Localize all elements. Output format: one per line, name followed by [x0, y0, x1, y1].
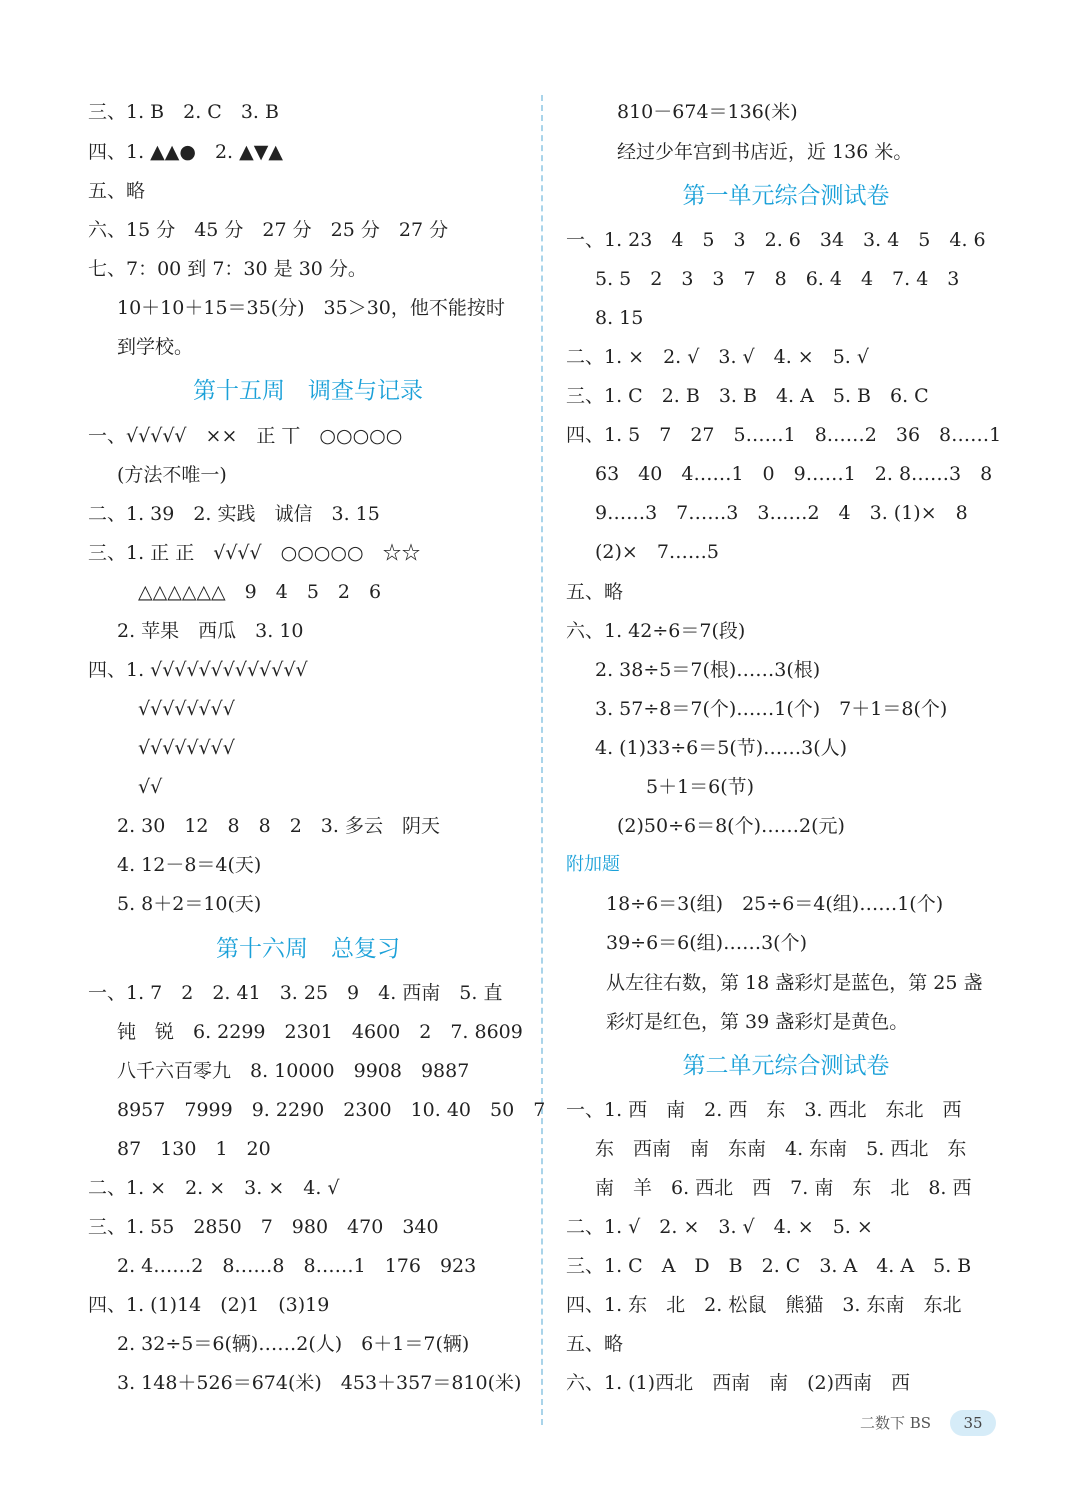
answer-line: 810－674＝136(米) — [617, 101, 798, 123]
answer-line: √√ — [138, 776, 163, 798]
answer-line: 5. 8＋2＝10(天) — [117, 893, 262, 915]
answer-line: 四、1. 东 北 2. 松鼠 熊猫 3. 东南 东北 — [566, 1294, 962, 1316]
answer-line: 18÷6＝3(组) 25÷6＝4(组)……1(个) — [606, 893, 944, 915]
answer-line: 二、1. × 2. × 3. × 4. √ — [88, 1177, 340, 1199]
answer-line: 5. 5 2 3 3 7 8 6. 4 4 7. 4 3 — [595, 268, 960, 290]
answer-line: 二、1. 39 2. 实践 诚信 3. 15 — [88, 503, 380, 525]
answer-line: 9……3 7……3 3……2 4 3. (1)× 8 — [595, 502, 968, 524]
answer-line: 四、1. (1)14 (2)1 (3)19 — [88, 1294, 330, 1316]
answer-line: 三、1. 正 正 √√√√ ○○○○○ ☆☆ — [88, 542, 421, 564]
answer-line: 3. 57÷8＝7(个)……1(个) 7＋1＝8(个) — [595, 698, 948, 720]
column-divider — [541, 95, 543, 1425]
answer-line: 4. 12－8＝4(天) — [117, 854, 262, 876]
answer-line: 10＋10＋15＝35(分) 35＞30，他不能按时 — [117, 297, 505, 319]
section-heading: 第二单元综合测试卷 — [682, 1053, 890, 1079]
answer-line: √√√√√√√√ — [138, 737, 235, 759]
answer-line: 三、1. C 2. B 3. B 4. A 5. B 6. C — [566, 385, 929, 407]
section-heading: 第十六周 总复习 — [216, 936, 400, 962]
page-number: 35 — [950, 1410, 996, 1436]
answer-line: 五、略 — [88, 180, 146, 202]
answer-line: 二、1. × 2. √ 3. √ 4. × 5. √ — [566, 346, 869, 368]
answer-line: △△△△△△ 9 4 5 2 6 — [138, 581, 382, 603]
answer-line: 八千六百零九 8. 10000 9908 9887 — [117, 1060, 470, 1082]
answer-line: 六、15 分 45 分 27 分 25 分 27 分 — [88, 219, 449, 241]
answer-line: 五、略 — [566, 1333, 624, 1355]
answer-line: 87 130 1 20 — [117, 1138, 271, 1160]
answer-line: 一、1. 西 南 2. 西 东 3. 西北 东北 西 — [566, 1099, 962, 1121]
answer-line: 8957 7999 9. 2290 2300 10. 40 50 7 — [117, 1099, 546, 1121]
answer-line: 2. 38÷5＝7(根)……3(根) — [595, 659, 821, 681]
answer-line: 一、√√√√√ ×× 正 丅 ○○○○○ — [88, 425, 403, 447]
answer-line: 五、略 — [566, 581, 624, 603]
answer-line: 2. 32÷5＝6(辆)……2(人) 6＋1＝7(辆) — [117, 1333, 470, 1355]
answer-line: 3. 148＋526＝674(米) 453＋357＝810(米) — [117, 1372, 522, 1394]
section-heading: 第一单元综合测试卷 — [682, 183, 890, 209]
bonus-heading: 附加题 — [566, 854, 620, 875]
answer-line: 2. 苹果 西瓜 3. 10 — [117, 620, 304, 642]
answer-line: 东 西南 南 东南 4. 东南 5. 西北 东 — [595, 1138, 967, 1160]
answer-line: 一、1. 23 4 5 3 2. 6 34 3. 4 5 4. 6 — [566, 229, 986, 251]
answer-line: 三、1. B 2. C 3. B — [88, 101, 279, 123]
answer-line: 四、1. 5 7 27 5……1 8……2 36 8……1 — [566, 424, 1002, 446]
answer-line: 一、1. 7 2 2. 41 3. 25 9 4. 西南 5. 直 — [88, 982, 503, 1004]
answer-line: 彩灯是红色，第 39 盏彩灯是黄色。 — [606, 1011, 909, 1033]
answer-line: 2. 4……2 8……8 8……1 176 923 — [117, 1255, 477, 1277]
answer-line: 三、1. 55 2850 7 980 470 340 — [88, 1216, 439, 1238]
answer-line: 六、1. (1)西北 西南 南 (2)西南 西 — [566, 1372, 910, 1394]
answer-line: 六、1. 42÷6＝7(段) — [566, 620, 746, 642]
answer-line: 四、1. √√√√√√√√√√√√√ — [88, 659, 308, 681]
answer-line: 三、1. C A D B 2. C 3. A 4. A 5. B — [566, 1255, 972, 1277]
answer-line: 8. 15 — [595, 307, 644, 329]
answer-line: (2)× 7……5 — [595, 541, 720, 563]
book-label: 二数下 BS — [860, 1414, 932, 1432]
answer-line: 二、1. √ 2. × 3. √ 4. × 5. × — [566, 1216, 873, 1238]
answer-line: √√√√√√√√ — [138, 698, 235, 720]
answer-line: (2)50÷6＝8(个)……2(元) — [617, 815, 845, 837]
answer-line: 63 40 4……1 0 9……1 2. 8……3 8 — [595, 463, 993, 485]
section-heading: 第十五周 调查与记录 — [193, 378, 423, 404]
answer-line: 钝 锐 6. 2299 2301 4600 2 7. 8609 — [117, 1021, 523, 1043]
answer-line: 经过少年宫到书店近，近 136 米。 — [617, 141, 913, 163]
answer-line: (方法不唯一) — [117, 464, 227, 486]
answer-line: 5＋1＝6(节) — [646, 776, 755, 798]
answer-line: 2. 30 12 8 8 2 3. 多云 阴天 — [117, 815, 440, 837]
answer-line: 39÷6＝6(组)……3(个) — [606, 932, 808, 954]
answer-line: 四、1. ▲▲● 2. ▲▼▲ — [88, 141, 283, 163]
answer-line: 从左往右数，第 18 盏彩灯是蓝色，第 25 盏 — [606, 972, 983, 994]
answer-line: 4. (1)33÷6＝5(节)……3(人) — [595, 737, 848, 759]
answer-line: 七、7：00 到 7：30 是 30 分。 — [88, 258, 367, 280]
answer-line: 南 羊 6. 西北 西 7. 南 东 北 8. 西 — [595, 1177, 972, 1199]
answer-line: 到学校。 — [117, 336, 194, 358]
